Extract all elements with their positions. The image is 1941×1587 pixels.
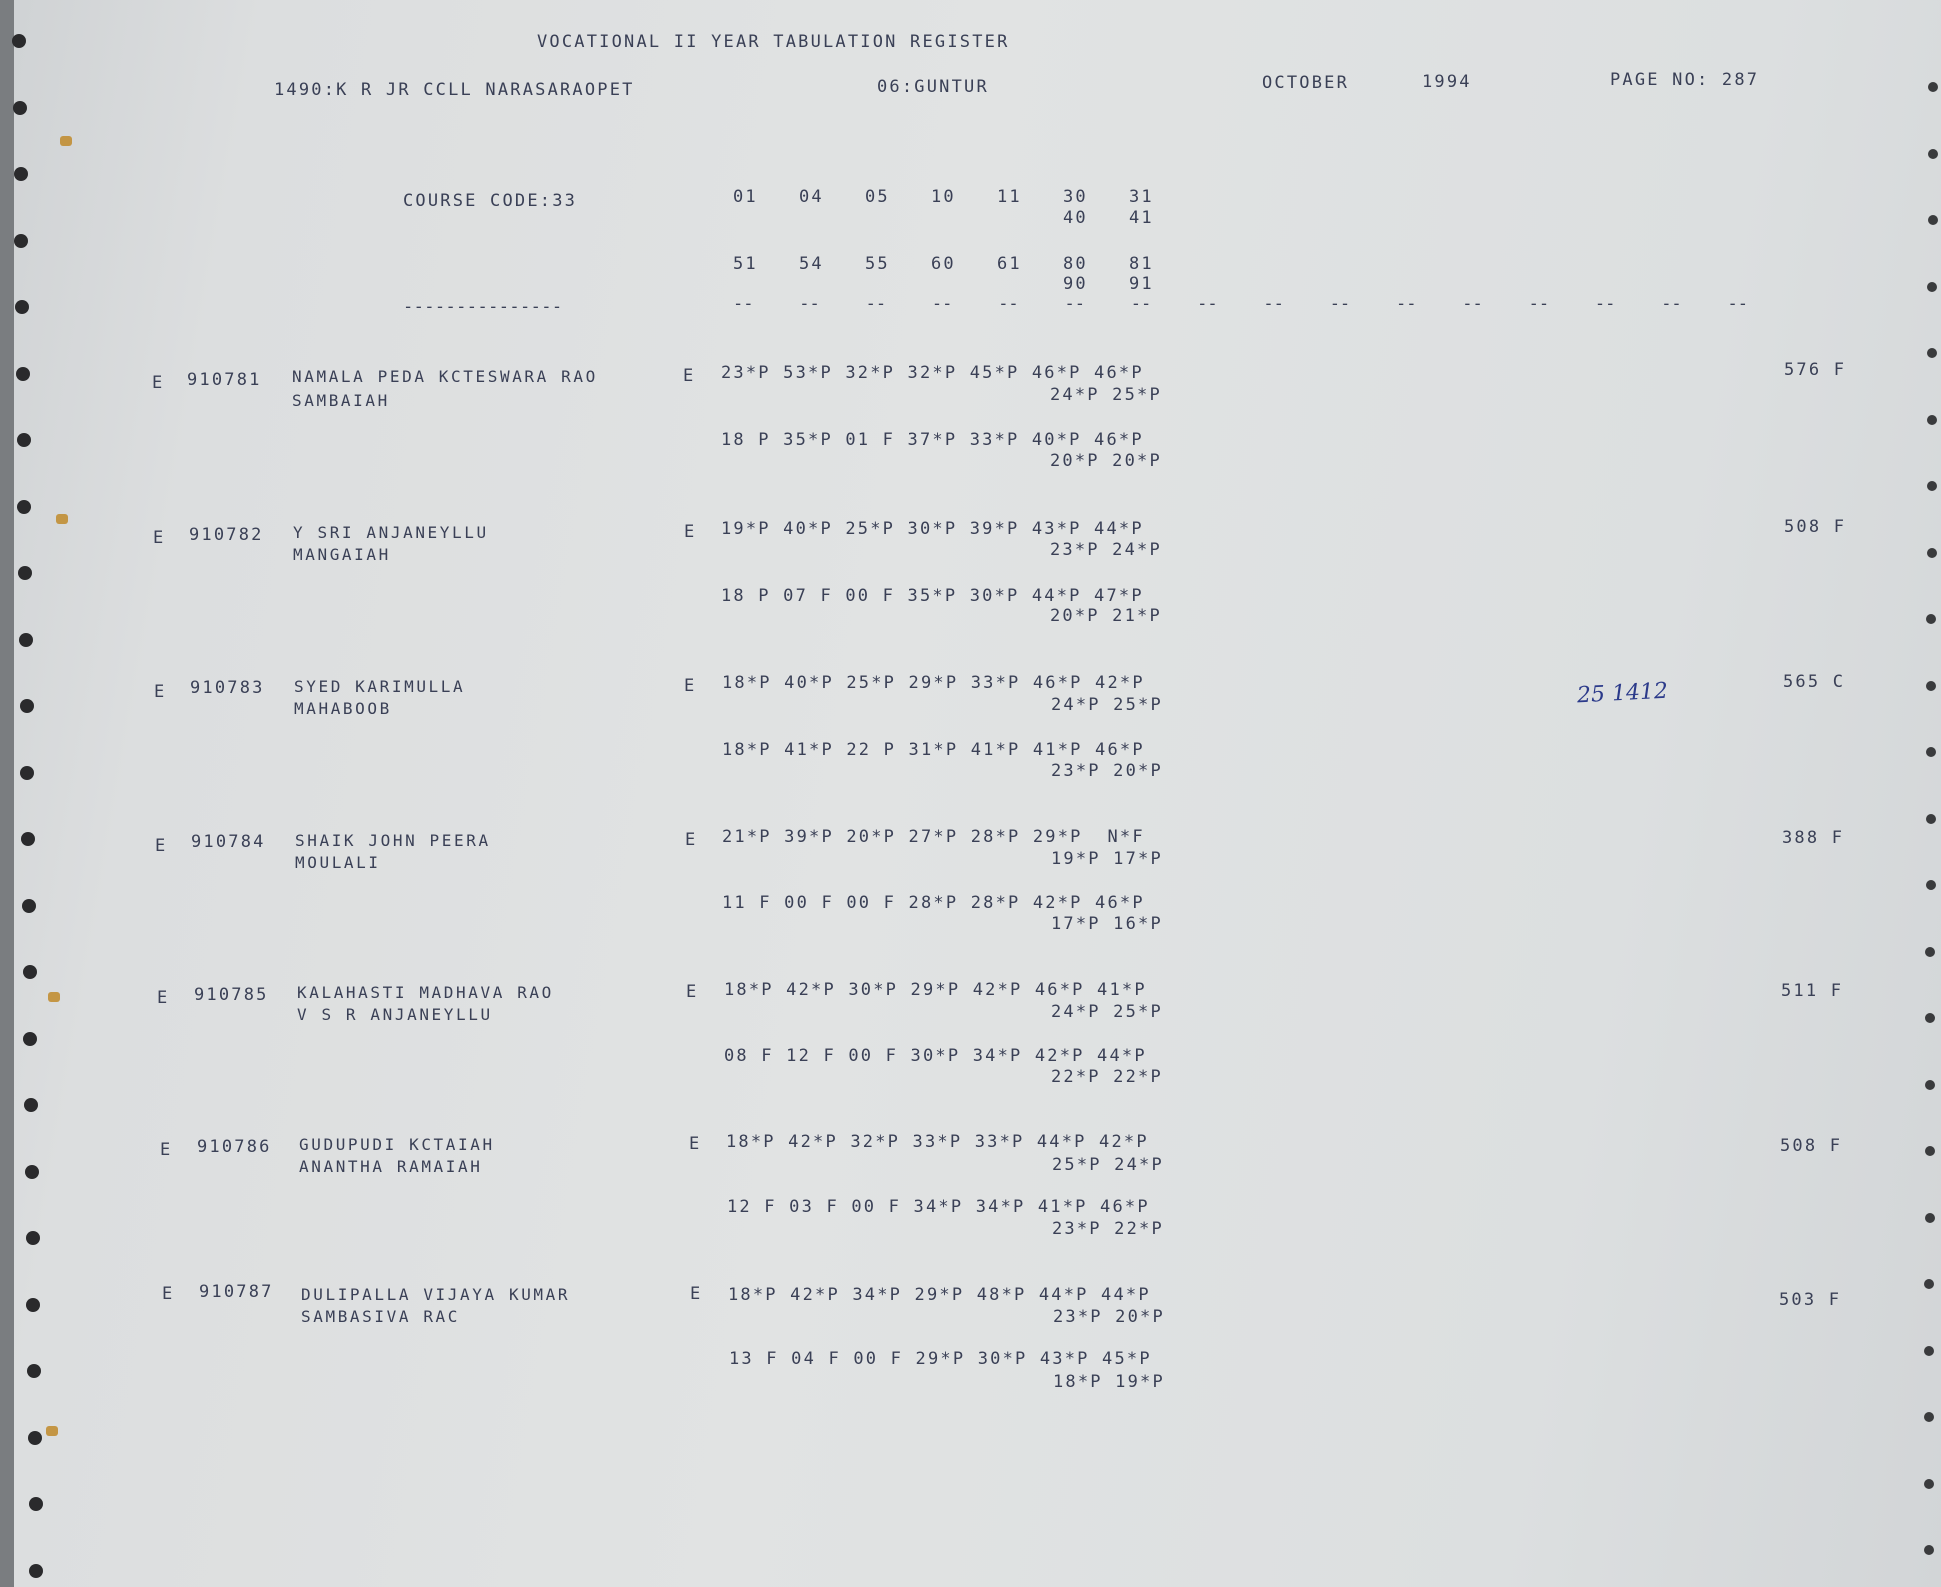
feed-hole <box>1924 1346 1934 1356</box>
hall-ticket-number: 910782 <box>189 525 264 545</box>
feed-hole <box>22 899 36 913</box>
feed-hole <box>20 699 34 713</box>
feed-hole <box>1928 82 1938 92</box>
feed-hole <box>1924 1412 1934 1422</box>
student-name: Y SRI ANJANEYLLU <box>293 523 489 542</box>
first-year-marks-extra: 19*P 17*P <box>1051 849 1163 869</box>
column-dash: -- <box>733 294 754 314</box>
feed-hole <box>1926 614 1936 624</box>
feed-hole <box>1926 880 1936 890</box>
column-dash: -- <box>1661 294 1682 314</box>
feed-hole <box>1927 348 1937 358</box>
feed-hole <box>18 566 32 580</box>
feed-hole <box>23 965 37 979</box>
feed-hole <box>29 1497 43 1511</box>
feed-hole <box>28 1431 42 1445</box>
first-year-marks-extra: 24*P 25*P <box>1051 695 1163 715</box>
feed-hole <box>1924 1545 1934 1555</box>
exam-month: OCTOBER <box>1262 73 1350 93</box>
feed-hole <box>17 433 31 447</box>
feed-hole <box>27 1364 41 1378</box>
student-name: SYED KARIMULLA <box>294 677 466 696</box>
column-dash: -- <box>1528 294 1550 314</box>
second-year-marks: 12 F 03 F 00 F 34*P 34*P 41*P 46*P <box>727 1197 1150 1217</box>
course-underline: --------------- <box>403 297 563 317</box>
tape-mark <box>56 514 68 524</box>
subject-code: 80 <box>1063 254 1088 274</box>
total-and-result: 511 F <box>1781 981 1844 1001</box>
feed-hole <box>1928 215 1938 225</box>
subject-code: 04 <box>799 187 824 207</box>
subject-code: 41 <box>1129 208 1154 228</box>
handwritten-note: 25 1412 <box>1576 678 1669 709</box>
subject-code: 05 <box>865 187 890 207</box>
binding-edge <box>0 0 14 1587</box>
first-year-marks: 18*P 42*P 34*P 29*P 48*P 44*P 44*P <box>728 1285 1151 1305</box>
second-year-marks-extra: 18*P 19*P <box>1053 1372 1165 1392</box>
column-dash: -- <box>1064 294 1085 314</box>
column-dash: -- <box>1130 294 1152 314</box>
category: E <box>152 373 165 393</box>
first-year-marks: 18*P 42*P 32*P 33*P 33*P 44*P 42*P <box>726 1132 1149 1152</box>
feed-hole <box>20 766 34 780</box>
hall-ticket-number: 910785 <box>194 985 269 1005</box>
district-name: 06:GUNTUR <box>877 77 989 97</box>
feed-hole <box>1927 415 1937 425</box>
first-year-marks-extra: 23*P 24*P <box>1050 540 1162 560</box>
father-name: V S R ANJANEYLLU <box>297 1005 493 1024</box>
column-dash: -- <box>1263 294 1284 314</box>
tape-mark <box>48 992 60 1002</box>
feed-hole <box>1927 282 1937 292</box>
second-year-marks-extra: 23*P 22*P <box>1052 1219 1164 1239</box>
feed-hole <box>1926 747 1936 757</box>
total-and-result: 503 F <box>1779 1290 1842 1310</box>
feed-hole <box>14 234 28 248</box>
subject-code: 60 <box>931 254 956 274</box>
first-year-marks-extra: 24*P 25*P <box>1051 1002 1163 1022</box>
student-name: SHAIK JOHN PEERA <box>295 831 491 850</box>
column-dash: -- <box>799 294 820 314</box>
total-and-result: 565 C <box>1783 672 1846 692</box>
category: E <box>160 1140 173 1160</box>
father-name: ANANTHA RAMAIAH <box>299 1157 483 1176</box>
register-title: VOCATIONAL II YEAR TABULATION REGISTER <box>537 32 1010 52</box>
feed-hole <box>1925 1213 1935 1223</box>
second-year-marks: 08 F 12 F 00 F 30*P 34*P 42*P 44*P <box>724 1046 1147 1066</box>
subject-code: 40 <box>1063 208 1088 228</box>
medium: E <box>686 982 699 1002</box>
feed-hole <box>1927 548 1937 558</box>
feed-hole <box>17 500 31 514</box>
subject-code: 30 <box>1063 187 1088 207</box>
total-and-result: 388 F <box>1782 828 1845 848</box>
first-year-marks: 23*P 53*P 32*P 32*P 45*P 46*P 46*P <box>721 363 1144 383</box>
subject-code: 01 <box>733 187 758 207</box>
first-year-marks-extra: 24*P 25*P <box>1050 385 1162 405</box>
column-dash: -- <box>1197 294 1218 314</box>
subject-code: 31 <box>1129 187 1154 207</box>
first-year-marks: 21*P 39*P 20*P 27*P 28*P 29*P N*F <box>722 827 1145 847</box>
feed-hole <box>1925 1080 1935 1090</box>
tape-mark <box>60 136 72 146</box>
column-dash: -- <box>931 294 953 314</box>
first-year-marks: 18*P 40*P 25*P 29*P 33*P 46*P 42*P <box>722 673 1145 693</box>
student-name: GUDUPUDI KCTAIAH <box>299 1135 495 1154</box>
subject-code: 51 <box>733 254 758 274</box>
feed-hole <box>1926 681 1936 691</box>
college-name: 1490:K R JR CCLL NARASARAOPET <box>274 80 635 100</box>
second-year-marks-extra: 22*P 22*P <box>1051 1067 1163 1087</box>
medium: E <box>684 676 697 696</box>
subject-code: 81 <box>1129 254 1154 274</box>
feed-hole <box>29 1564 43 1578</box>
page-number: PAGE NO: 287 <box>1610 70 1760 90</box>
subject-code: 90 <box>1063 274 1088 294</box>
second-year-marks: 18*P 41*P 22 P 31*P 41*P 41*P 46*P <box>722 740 1145 760</box>
feed-hole <box>12 34 26 48</box>
subject-code: 55 <box>865 254 890 274</box>
feed-hole <box>14 167 28 181</box>
category: E <box>157 988 170 1008</box>
hall-ticket-number: 910787 <box>199 1282 274 1302</box>
subject-code: 91 <box>1129 274 1154 294</box>
second-year-marks: 18 P 35*P 01 F 37*P 33*P 40*P 46*P <box>721 430 1144 450</box>
first-year-marks: 19*P 40*P 25*P 30*P 39*P 43*P 44*P <box>721 519 1144 539</box>
tape-mark <box>46 1426 58 1436</box>
father-name: SAMBASIVA RAC <box>301 1307 461 1326</box>
second-year-marks: 13 F 04 F 00 F 29*P 30*P 43*P 45*P <box>729 1349 1152 1369</box>
feed-hole <box>25 1165 39 1179</box>
hall-ticket-number: 910783 <box>190 678 265 698</box>
feed-hole <box>15 300 29 314</box>
medium: E <box>684 522 697 542</box>
category: E <box>154 682 167 702</box>
student-name: NAMALA PEDA KCTESWARA RAO <box>292 367 598 386</box>
category: E <box>162 1284 175 1304</box>
father-name: SAMBAIAH <box>292 391 390 410</box>
feed-hole <box>16 367 30 381</box>
total-and-result: 508 F <box>1784 517 1847 537</box>
medium: E <box>685 830 698 850</box>
feed-hole <box>1925 1013 1935 1023</box>
total-and-result: 576 F <box>1784 360 1847 380</box>
medium: E <box>689 1134 702 1154</box>
column-dash: -- <box>1396 294 1417 314</box>
father-name: MANGAIAH <box>293 545 391 564</box>
medium: E <box>683 366 696 386</box>
second-year-marks-extra: 20*P 20*P <box>1050 451 1162 471</box>
column-dash: -- <box>1462 294 1483 314</box>
feed-hole <box>13 101 27 115</box>
feed-hole <box>1925 1146 1935 1156</box>
feed-hole <box>1924 1279 1934 1289</box>
feed-hole <box>1927 481 1937 491</box>
subject-code: 10 <box>931 187 956 207</box>
column-dash: -- <box>865 294 887 314</box>
total-and-result: 508 F <box>1780 1136 1843 1156</box>
feed-hole <box>1925 947 1935 957</box>
subject-code: 61 <box>997 254 1022 274</box>
second-year-marks-extra: 20*P 21*P <box>1050 606 1162 626</box>
subject-code: 11 <box>997 187 1022 207</box>
hall-ticket-number: 910784 <box>191 832 266 852</box>
feed-hole <box>19 633 33 647</box>
feed-hole <box>1926 814 1936 824</box>
column-dash: -- <box>998 294 1019 314</box>
exam-year: 1994 <box>1422 72 1472 92</box>
category: E <box>155 836 168 856</box>
student-name: DULIPALLA VIJAYA KUMAR <box>301 1285 571 1304</box>
hall-ticket-number: 910786 <box>197 1137 272 1157</box>
column-dash: -- <box>1727 294 1748 314</box>
first-year-marks-extra: 23*P 20*P <box>1053 1307 1165 1327</box>
second-year-marks-extra: 17*P 16*P <box>1051 914 1163 934</box>
feed-hole <box>1924 1479 1934 1489</box>
course-code: COURSE CODE:33 <box>403 191 578 211</box>
feed-hole <box>23 1032 37 1046</box>
medium: E <box>690 1284 703 1304</box>
column-dash: -- <box>1594 294 1616 314</box>
first-year-marks-extra: 25*P 24*P <box>1052 1155 1164 1175</box>
father-name: MOULALI <box>295 853 381 872</box>
feed-hole <box>24 1098 38 1112</box>
second-year-marks: 18 P 07 F 00 F 35*P 30*P 44*P 47*P <box>721 586 1144 606</box>
feed-hole <box>26 1298 40 1312</box>
subject-code: 54 <box>799 254 824 274</box>
father-name: MAHABOOB <box>294 699 392 718</box>
second-year-marks: 11 F 00 F 00 F 28*P 28*P 42*P 46*P <box>722 893 1145 913</box>
feed-hole <box>1928 149 1938 159</box>
first-year-marks: 18*P 42*P 30*P 29*P 42*P 46*P 41*P <box>724 980 1147 1000</box>
column-dash: -- <box>1329 294 1351 314</box>
feed-hole <box>21 832 35 846</box>
category: E <box>153 528 166 548</box>
second-year-marks-extra: 23*P 20*P <box>1051 761 1163 781</box>
student-name: KALAHASTI MADHAVA RAO <box>297 983 554 1002</box>
hall-ticket-number: 910781 <box>187 370 262 390</box>
feed-hole <box>26 1231 40 1245</box>
